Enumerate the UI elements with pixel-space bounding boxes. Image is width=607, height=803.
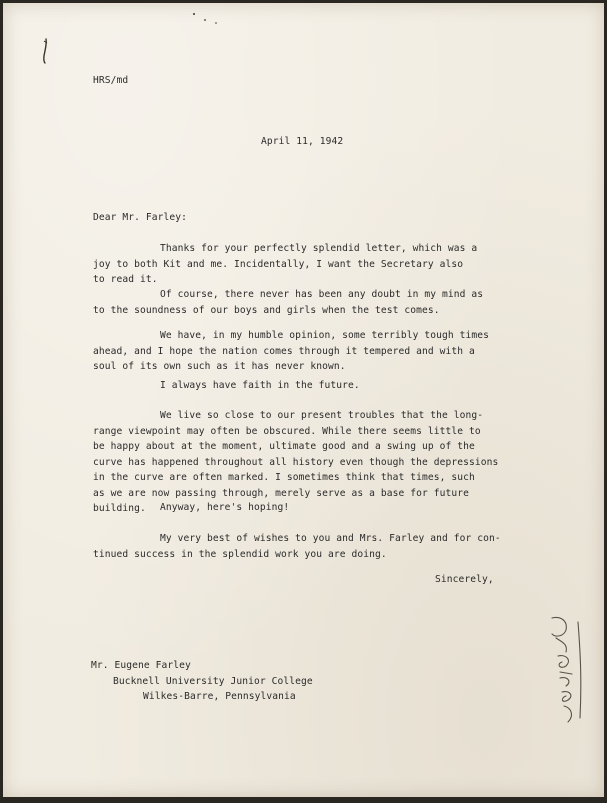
paragraph-long-range-view: We live so close to our present troubles that the long- range viewpoint may often be obscured. While there seems little to be happy about at the moment, ultimate good and a swing up of the curve has happened throughout all history even though the depressions in the curve are often marked. I sometimes think that times, such as we are now passing through, merely serve as a base for future building.	[93, 410, 499, 514]
pencil-mark-icon	[41, 38, 49, 64]
recipient-institution: Bucknell University Junior College	[113, 675, 313, 687]
paragraph-hoping: Anyway, here's hoping!	[160, 502, 290, 513]
paragraph-soundness: Of course, there never has been any doubt in my mind as to the soundness of our boys and girls when the test comes.	[93, 289, 484, 316]
closing: Sincerely,	[435, 574, 494, 585]
recipient-location: Wilkes-Barre, Pennsylvania	[143, 691, 296, 702]
paragraph-thanks: Thanks for your perfectly splendid letter, which was a joy to both Kit and me. Incidentally, I want the Secretary also to read it.	[93, 243, 478, 285]
recipient-name: Mr. Eugene Farley	[91, 660, 191, 671]
letter-page	[3, 3, 604, 797]
salutation: Dear Mr. Farley:	[93, 212, 188, 223]
recipient-address	[91, 658, 313, 705]
paragraph-faith: I always have faith in the future.	[160, 380, 360, 391]
paragraph-best-wishes: My very best of wishes to you and Mrs. Farley and for con- tinued success in the splendid work you are doing.	[93, 533, 501, 560]
paragraph-tough-times: We have, in my humble opinion, some terribly tough times ahead, and I hope the nation comes through it tempered and with a soul of its own such as it has never known.	[93, 330, 490, 372]
letter-date: April 11, 1942	[261, 136, 344, 147]
typist-initials: HRS/md	[93, 75, 129, 86]
handwritten-signature	[538, 608, 598, 728]
ink-specks-icon	[191, 11, 221, 25]
